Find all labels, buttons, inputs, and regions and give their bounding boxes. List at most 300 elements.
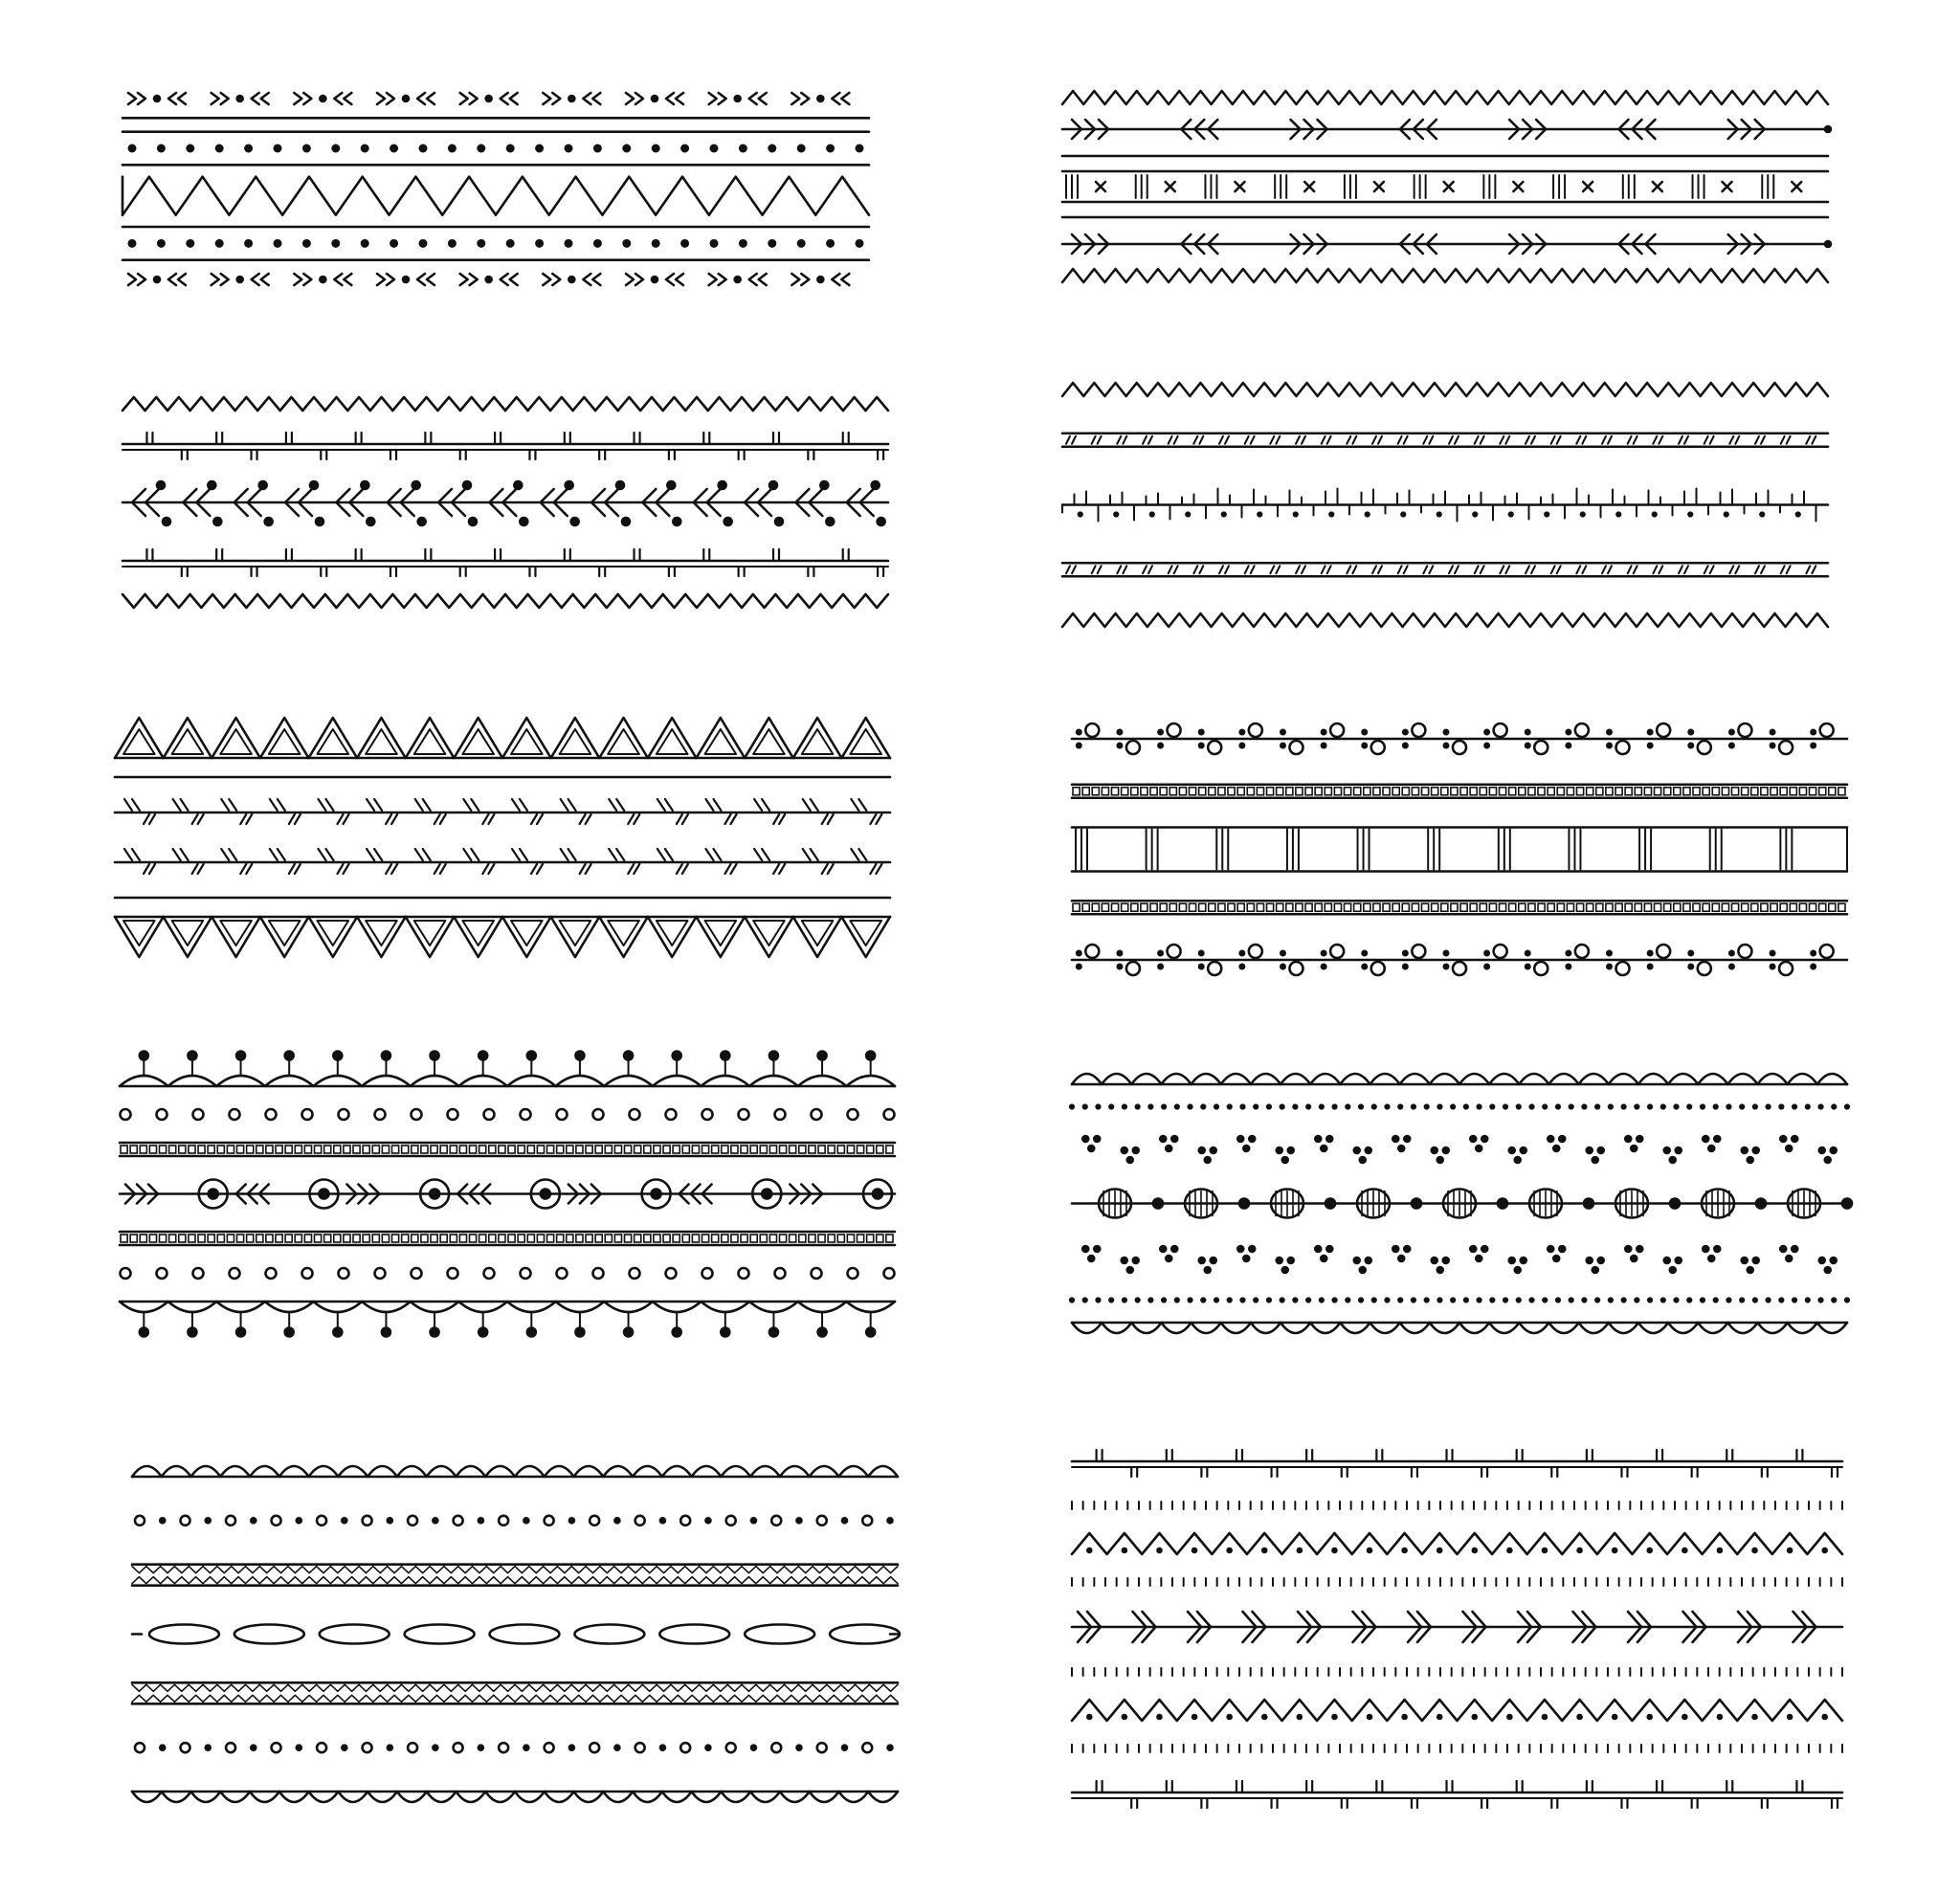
dot: [1392, 1136, 1398, 1142]
dot: [412, 481, 420, 489]
dot: [1543, 1548, 1547, 1552]
dot: [154, 277, 160, 282]
dot: [1753, 1715, 1757, 1719]
dot: [740, 240, 746, 246]
dot: [1306, 1105, 1310, 1109]
dot: [1526, 730, 1529, 734]
dot: [1583, 1105, 1587, 1109]
dot: [1811, 965, 1815, 968]
dot: [1832, 1299, 1836, 1302]
dot: [1403, 744, 1407, 747]
dot: [1701, 1105, 1704, 1109]
chain-dot: [1756, 1199, 1766, 1209]
dot: [433, 1518, 437, 1523]
dot: [1136, 1105, 1140, 1109]
dot: [1526, 951, 1529, 955]
dot: [1240, 965, 1244, 968]
dot: [1648, 951, 1652, 955]
dot: [1363, 730, 1367, 734]
dot: [1437, 1715, 1441, 1719]
dot: [571, 518, 579, 525]
target-center: [652, 1190, 661, 1199]
dot: [1432, 1258, 1437, 1263]
dot: [1372, 1299, 1376, 1302]
dot: [1372, 1105, 1376, 1109]
dot: [1598, 1147, 1604, 1153]
dot: [566, 481, 573, 489]
dot: [388, 1518, 392, 1523]
dot: [1347, 1299, 1350, 1302]
dot: [1123, 1299, 1126, 1302]
chain-dot: [1239, 1199, 1249, 1209]
dot: [1321, 1256, 1326, 1261]
dot: [1819, 1105, 1823, 1109]
shaft-end-dot: [1825, 241, 1831, 247]
dot: [1595, 1299, 1599, 1302]
dot: [769, 481, 777, 489]
dot: [1740, 1299, 1744, 1302]
dot: [1360, 1267, 1366, 1273]
dot: [1823, 1715, 1827, 1719]
dot: [711, 145, 717, 151]
chain-dot: [1584, 1199, 1593, 1209]
dot: [566, 240, 571, 246]
dot: [1320, 1299, 1324, 1302]
dot: [660, 1518, 665, 1523]
dot: [1811, 744, 1815, 747]
dot: [1595, 1105, 1599, 1109]
dot: [1298, 1715, 1302, 1719]
dot: [796, 1518, 801, 1523]
dot: [1819, 1147, 1825, 1153]
dot: [1484, 730, 1488, 734]
pin-head: [866, 1328, 875, 1337]
dot: [1444, 965, 1448, 968]
dot: [1077, 951, 1080, 955]
pin-head: [236, 1328, 245, 1337]
dot: [705, 1518, 710, 1523]
dot: [1780, 1105, 1784, 1109]
dot: [1277, 1258, 1282, 1263]
dot: [1464, 1299, 1468, 1302]
dot: [1403, 730, 1407, 734]
dot: [1661, 1299, 1665, 1302]
dot: [237, 277, 243, 282]
dot: [1748, 1157, 1753, 1163]
dot: [486, 96, 492, 101]
dot: [1083, 1299, 1087, 1302]
dot: [1267, 1105, 1271, 1109]
dot: [1097, 1105, 1101, 1109]
dot: [1473, 1715, 1477, 1719]
dot: [1398, 1105, 1402, 1109]
dot: [1507, 1548, 1511, 1552]
pin-head: [575, 1328, 584, 1337]
chain-dot: [1153, 1199, 1163, 1209]
dot: [1476, 1146, 1481, 1151]
dot: [1570, 1105, 1573, 1109]
dot: [1491, 1299, 1495, 1302]
dot: [1243, 1256, 1249, 1261]
dot: [769, 145, 775, 151]
dot: [1109, 1299, 1113, 1302]
dot: [1543, 1715, 1547, 1719]
dot: [1559, 1246, 1565, 1252]
dot: [1689, 730, 1693, 734]
dot: [1484, 951, 1488, 955]
dot: [1432, 1147, 1437, 1153]
dot: [1425, 1105, 1429, 1109]
dot: [1648, 1299, 1652, 1302]
dot: [1548, 1136, 1553, 1142]
dot: [1543, 1105, 1547, 1109]
dot: [1517, 1105, 1521, 1109]
dot: [569, 1746, 574, 1750]
dot: [719, 481, 726, 489]
dot: [1281, 1105, 1284, 1109]
dot: [1825, 1157, 1831, 1163]
pin-head: [818, 1328, 827, 1337]
dot: [711, 240, 717, 246]
dot: [624, 145, 630, 151]
dot: [1237, 1136, 1243, 1142]
dot: [1282, 1157, 1288, 1163]
dot: [1199, 1147, 1205, 1153]
dot: [418, 518, 426, 525]
dot: [275, 145, 280, 151]
dot: [1175, 1299, 1179, 1302]
dot: [1718, 1548, 1722, 1552]
dot: [1192, 1548, 1196, 1552]
dot: [1158, 965, 1162, 968]
dot: [1796, 513, 1800, 517]
dot: [568, 277, 574, 282]
dot: [1451, 1299, 1455, 1302]
dot: [1079, 513, 1082, 517]
dot: [857, 240, 862, 246]
dot: [1676, 1147, 1682, 1153]
dot: [653, 240, 658, 246]
dot: [536, 145, 542, 151]
dot: [479, 1518, 483, 1523]
dot: [1444, 730, 1448, 734]
dot: [1403, 1715, 1407, 1719]
dot: [1082, 1136, 1088, 1142]
dot: [1322, 965, 1325, 968]
dot: [735, 277, 741, 282]
pin-head: [382, 1052, 390, 1060]
dot: [1332, 1715, 1336, 1719]
dot: [1708, 1256, 1714, 1261]
shaft-end-dot: [1825, 126, 1831, 132]
dot: [1333, 1299, 1337, 1302]
dot: [1484, 965, 1488, 968]
dot: [259, 481, 267, 489]
dot: [1315, 1246, 1321, 1252]
dot: [1398, 1146, 1404, 1151]
dot: [1703, 1136, 1708, 1142]
dot: [1811, 730, 1815, 734]
pin-head: [140, 1328, 148, 1337]
dot: [1714, 1299, 1718, 1302]
dot: [303, 145, 309, 151]
dot: [1243, 1146, 1249, 1151]
dot: [1201, 1105, 1205, 1109]
dot: [1306, 1299, 1310, 1302]
dot: [1366, 513, 1370, 517]
dot: [1682, 1715, 1686, 1719]
dot: [1682, 1548, 1686, 1552]
dot: [1166, 1146, 1171, 1151]
dot: [1753, 1147, 1759, 1153]
dot: [1470, 1246, 1476, 1252]
dot: [1157, 1715, 1161, 1719]
dot: [1281, 951, 1284, 955]
dot: [1553, 1146, 1559, 1151]
dot: [1214, 1105, 1218, 1109]
dot: [1326, 1246, 1332, 1252]
dot: [275, 240, 280, 246]
dot: [1567, 965, 1570, 968]
dot: [1088, 1256, 1094, 1261]
dot: [1636, 1105, 1639, 1109]
dot: [342, 1518, 346, 1523]
dot: [1793, 1299, 1796, 1302]
dot: [1823, 1548, 1827, 1552]
dot: [740, 145, 746, 151]
dot: [673, 518, 680, 525]
dot: [1631, 1256, 1637, 1261]
dot: [1199, 1258, 1205, 1263]
dot: [1521, 1147, 1526, 1153]
dot: [1825, 1267, 1831, 1273]
dot: [1545, 513, 1548, 517]
pin-head: [624, 1052, 633, 1060]
dot: [479, 145, 484, 151]
dot: [1567, 744, 1570, 747]
dot: [1607, 730, 1611, 734]
dot: [1714, 1246, 1720, 1252]
dot: [390, 240, 396, 246]
pin-head: [188, 1328, 196, 1337]
dot: [1240, 744, 1244, 747]
dot: [1363, 951, 1367, 955]
dot: [1687, 1105, 1691, 1109]
dot: [817, 96, 823, 101]
dot: [1277, 1147, 1282, 1153]
dot: [216, 240, 222, 246]
dot: [1298, 1548, 1302, 1552]
dot: [1526, 744, 1529, 747]
dot: [1404, 1246, 1410, 1252]
dot: [1097, 1299, 1101, 1302]
dot: [1288, 1258, 1294, 1263]
dot: [1228, 1105, 1232, 1109]
dot: [1503, 1299, 1507, 1302]
dot: [1368, 1715, 1371, 1719]
dot: [1123, 1105, 1126, 1109]
dot: [1729, 951, 1733, 955]
dot: [1214, 1299, 1218, 1302]
dot: [1742, 1258, 1748, 1263]
dot: [1437, 1267, 1443, 1273]
dot: [420, 240, 426, 246]
pin-head: [140, 1052, 148, 1060]
dot: [1398, 1299, 1402, 1302]
dot: [1613, 1548, 1616, 1552]
dot: [1530, 1105, 1534, 1109]
dot: [1648, 965, 1652, 968]
dot: [1205, 1157, 1211, 1163]
dot: [129, 145, 135, 151]
dot: [362, 240, 368, 246]
dot: [1288, 1147, 1294, 1153]
dot: [1437, 1548, 1441, 1552]
dot: [403, 96, 409, 101]
dot: [1162, 1299, 1166, 1302]
dot: [1592, 1157, 1598, 1163]
dot: [1689, 965, 1693, 968]
chain-dot: [1842, 1199, 1852, 1209]
dot: [1771, 730, 1774, 734]
dot: [1616, 513, 1620, 517]
dot: [1476, 1256, 1481, 1261]
dot: [1162, 1105, 1166, 1109]
dot: [1481, 1136, 1487, 1142]
dot: [1401, 513, 1405, 517]
dot: [1845, 1299, 1849, 1302]
dot: [622, 518, 630, 525]
dot: [1109, 1105, 1113, 1109]
dot: [888, 1518, 893, 1523]
dot: [1729, 965, 1733, 968]
pin-head: [333, 1052, 342, 1060]
dot: [297, 1518, 301, 1523]
pin-head: [285, 1052, 294, 1060]
dot: [1118, 965, 1122, 968]
dot: [1648, 744, 1652, 747]
dot: [1083, 1105, 1087, 1109]
pin-head: [188, 1052, 196, 1060]
dot: [1403, 951, 1407, 955]
dot: [751, 1518, 756, 1523]
dot: [1404, 1136, 1410, 1142]
dot: [1158, 951, 1162, 955]
dot: [1637, 1246, 1642, 1252]
dot: [1607, 951, 1611, 955]
dot: [1753, 1105, 1757, 1109]
dot: [724, 518, 732, 525]
dot: [1320, 1105, 1324, 1109]
dot: [1567, 951, 1570, 955]
dot: [251, 1746, 256, 1750]
dot: [1481, 1246, 1487, 1252]
dot: [1240, 951, 1244, 955]
dot: [1122, 1258, 1127, 1263]
dot: [1166, 1256, 1171, 1261]
dot: [1661, 1105, 1665, 1109]
dot: [1625, 1136, 1631, 1142]
dot: [1653, 513, 1657, 517]
dot: [1315, 1136, 1321, 1142]
dot: [1425, 1299, 1429, 1302]
dot: [569, 1518, 574, 1523]
dot: [1438, 1105, 1442, 1109]
dot: [1729, 730, 1733, 734]
dot: [507, 240, 513, 246]
pin-head: [721, 1328, 729, 1337]
dot: [1517, 1299, 1521, 1302]
dot: [1294, 1299, 1298, 1302]
dot: [158, 145, 164, 151]
dot: [1771, 951, 1774, 955]
dot: [1792, 1136, 1797, 1142]
target-center: [873, 1190, 882, 1199]
dot: [1127, 1157, 1133, 1163]
dot: [1070, 1299, 1074, 1302]
pin-head: [431, 1328, 439, 1337]
dot: [486, 277, 492, 282]
dot: [1530, 1299, 1534, 1302]
dot: [1648, 1548, 1652, 1552]
dot: [1675, 1105, 1679, 1109]
dot: [1622, 1105, 1626, 1109]
dot: [1811, 951, 1815, 955]
dot: [1199, 744, 1203, 747]
dot: [1767, 1105, 1771, 1109]
dot: [188, 145, 193, 151]
dot: [1509, 1258, 1515, 1263]
dot: [1149, 1105, 1153, 1109]
dot: [216, 145, 222, 151]
dot: [878, 518, 885, 525]
dot: [1082, 1246, 1088, 1252]
dot: [1509, 1147, 1515, 1153]
dot: [188, 240, 193, 246]
dot: [1701, 1299, 1704, 1302]
dot: [1578, 1715, 1582, 1719]
dot: [1581, 513, 1585, 517]
dot: [1689, 951, 1693, 955]
dot: [1729, 744, 1733, 747]
dot: [653, 145, 658, 151]
dot: [1786, 1256, 1792, 1261]
dot: [681, 145, 687, 151]
dot: [566, 145, 571, 151]
pin-head: [673, 1052, 681, 1060]
dot: [1228, 1548, 1232, 1552]
dot: [1332, 1548, 1336, 1552]
dot: [523, 1746, 528, 1750]
chain-dot: [1670, 1199, 1680, 1209]
pin-head: [624, 1328, 633, 1337]
dot: [1403, 965, 1407, 968]
dot: [1556, 1105, 1560, 1109]
dot: [1507, 1715, 1511, 1719]
dot: [1727, 1105, 1731, 1109]
target-center: [430, 1190, 439, 1199]
chain-dot: [1325, 1199, 1335, 1209]
dot: [1648, 1105, 1652, 1109]
dot: [1175, 1105, 1179, 1109]
dot: [1241, 1299, 1245, 1302]
dot: [1241, 1105, 1245, 1109]
chain-dot: [1412, 1199, 1421, 1209]
pin-head: [527, 1328, 536, 1337]
dot: [1186, 513, 1190, 517]
dot: [320, 277, 325, 282]
dot: [1521, 1258, 1526, 1263]
